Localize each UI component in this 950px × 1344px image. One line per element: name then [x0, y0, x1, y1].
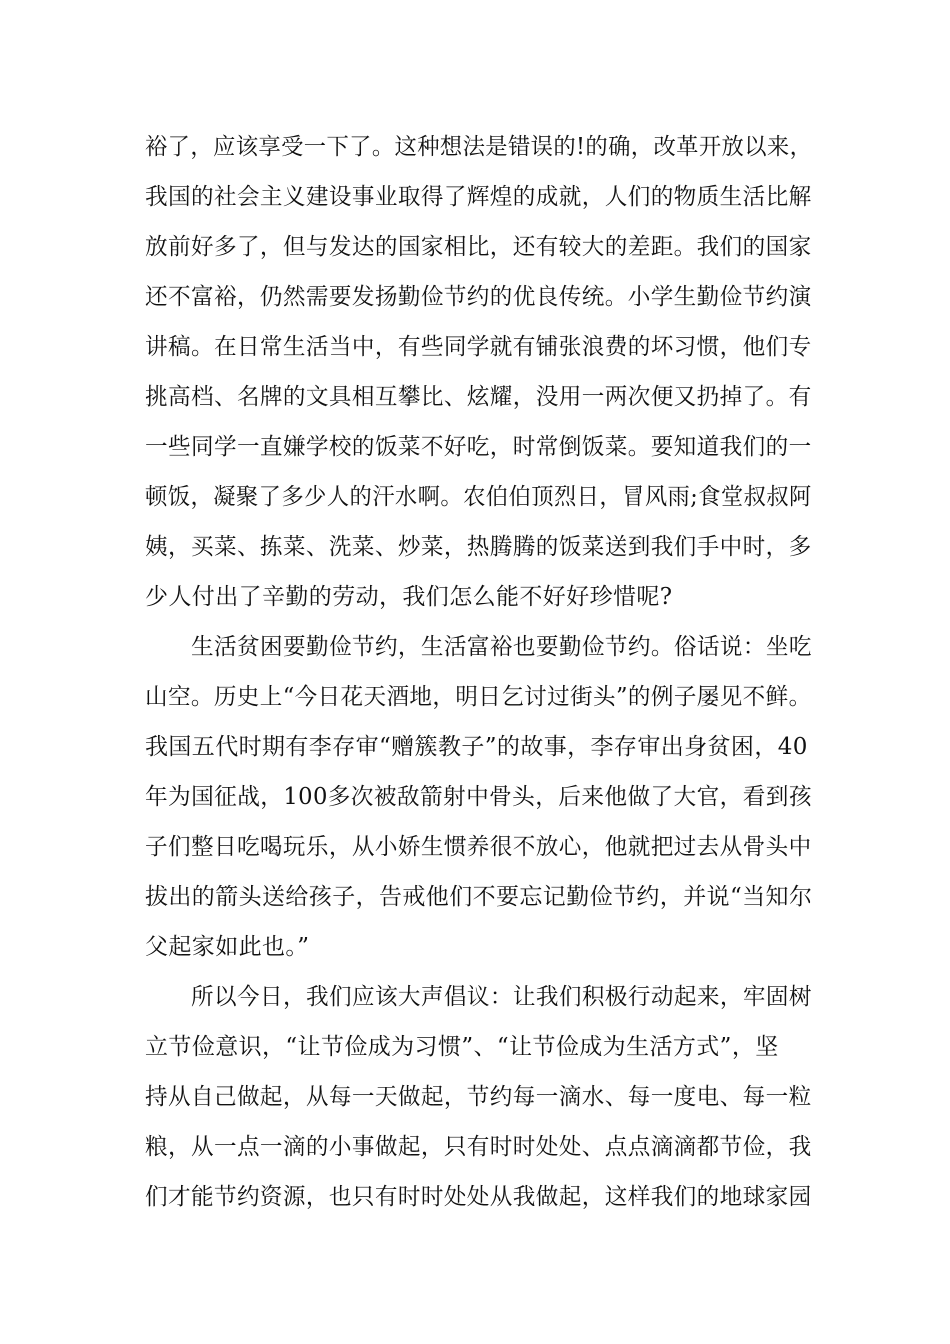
- paragraph-line: 我国的社会主义建设事业取得了辉煌的成就，人们的物质生活比解: [145, 184, 812, 210]
- paragraph-line: 放前好多了，但与发达的国家相比，还有较大的差距。我们的国家: [145, 234, 812, 260]
- paragraph-first-line: 生活贫困要勤俭节约，生活富裕也要勤俭节约。俗话说：坐吃: [191, 634, 812, 660]
- paragraph-line: 我国五代时期有李存审“赠簇教子”的故事，李存审出身贫困，40: [145, 734, 808, 760]
- paragraph-line: 拔出的箭头送给孩子，告戒他们不要忘记勤俭节约，并说“当知尔: [145, 884, 813, 910]
- paragraph-line: 子们整日吃喝玩乐，从小娇生惯养很不放心，他就把过去从骨头中: [145, 834, 812, 860]
- paragraph-line: 父起家如此也。”: [145, 934, 310, 960]
- paragraph-line: 们才能节约资源，也只有时时处处从我做起，这样我们的地球家园: [145, 1184, 812, 1210]
- paragraph-line: 山空。历史上“今日花天酒地，明日乞讨过街头”的例子屡见不鲜。: [145, 684, 812, 710]
- paragraph-line: 立节俭意识，“让节俭成为习惯”、“让节俭成为生活方式”，坚: [145, 1034, 779, 1060]
- paragraph-line: 还不富裕，仍然需要发扬勤俭节约的优良传统。小学生勤俭节约演: [145, 284, 812, 310]
- paragraph-line: 持从自己做起，从每一天做起，节约每一滴水、每一度电、每一粒: [145, 1084, 812, 1110]
- paragraph-line: 姨，买菜、拣菜、洗菜、炒菜，热腾腾的饭菜送到我们手中时，多: [145, 534, 812, 560]
- paragraph-line: 讲稿。在日常生活当中，有些同学就有铺张浪费的坏习惯，他们专: [145, 334, 812, 360]
- paragraph-first-line: 所以今日，我们应该大声倡议：让我们积极行动起来，牢固树: [191, 984, 812, 1010]
- paragraph-line: 少人付出了辛勤的劳动，我们怎么能不好好珍惜呢?: [145, 584, 673, 610]
- paragraph-line: 挑高档、名牌的文具相互攀比、炫耀，没用一两次便又扔掉了。有: [145, 384, 812, 410]
- paragraph-line: 一些同学一直嫌学校的饭菜不好吃，时常倒饭菜。要知道我们的一: [145, 434, 812, 460]
- paragraph-line: 顿饭，凝聚了多少人的汗水啊。农伯伯顶烈日，冒风雨;食堂叔叔阿: [145, 484, 812, 510]
- paragraph-line: 年为国征战，100多次被敌箭射中骨头，后来他做了大官，看到孩: [145, 784, 812, 810]
- paragraph-line: 裕了，应该享受一下了。这种想法是错误的!的确，改革开放以来，: [145, 134, 813, 160]
- paragraph-line: 粮，从一点一滴的小事做起，只有时时处处、点点滴滴都节俭，我: [145, 1134, 812, 1160]
